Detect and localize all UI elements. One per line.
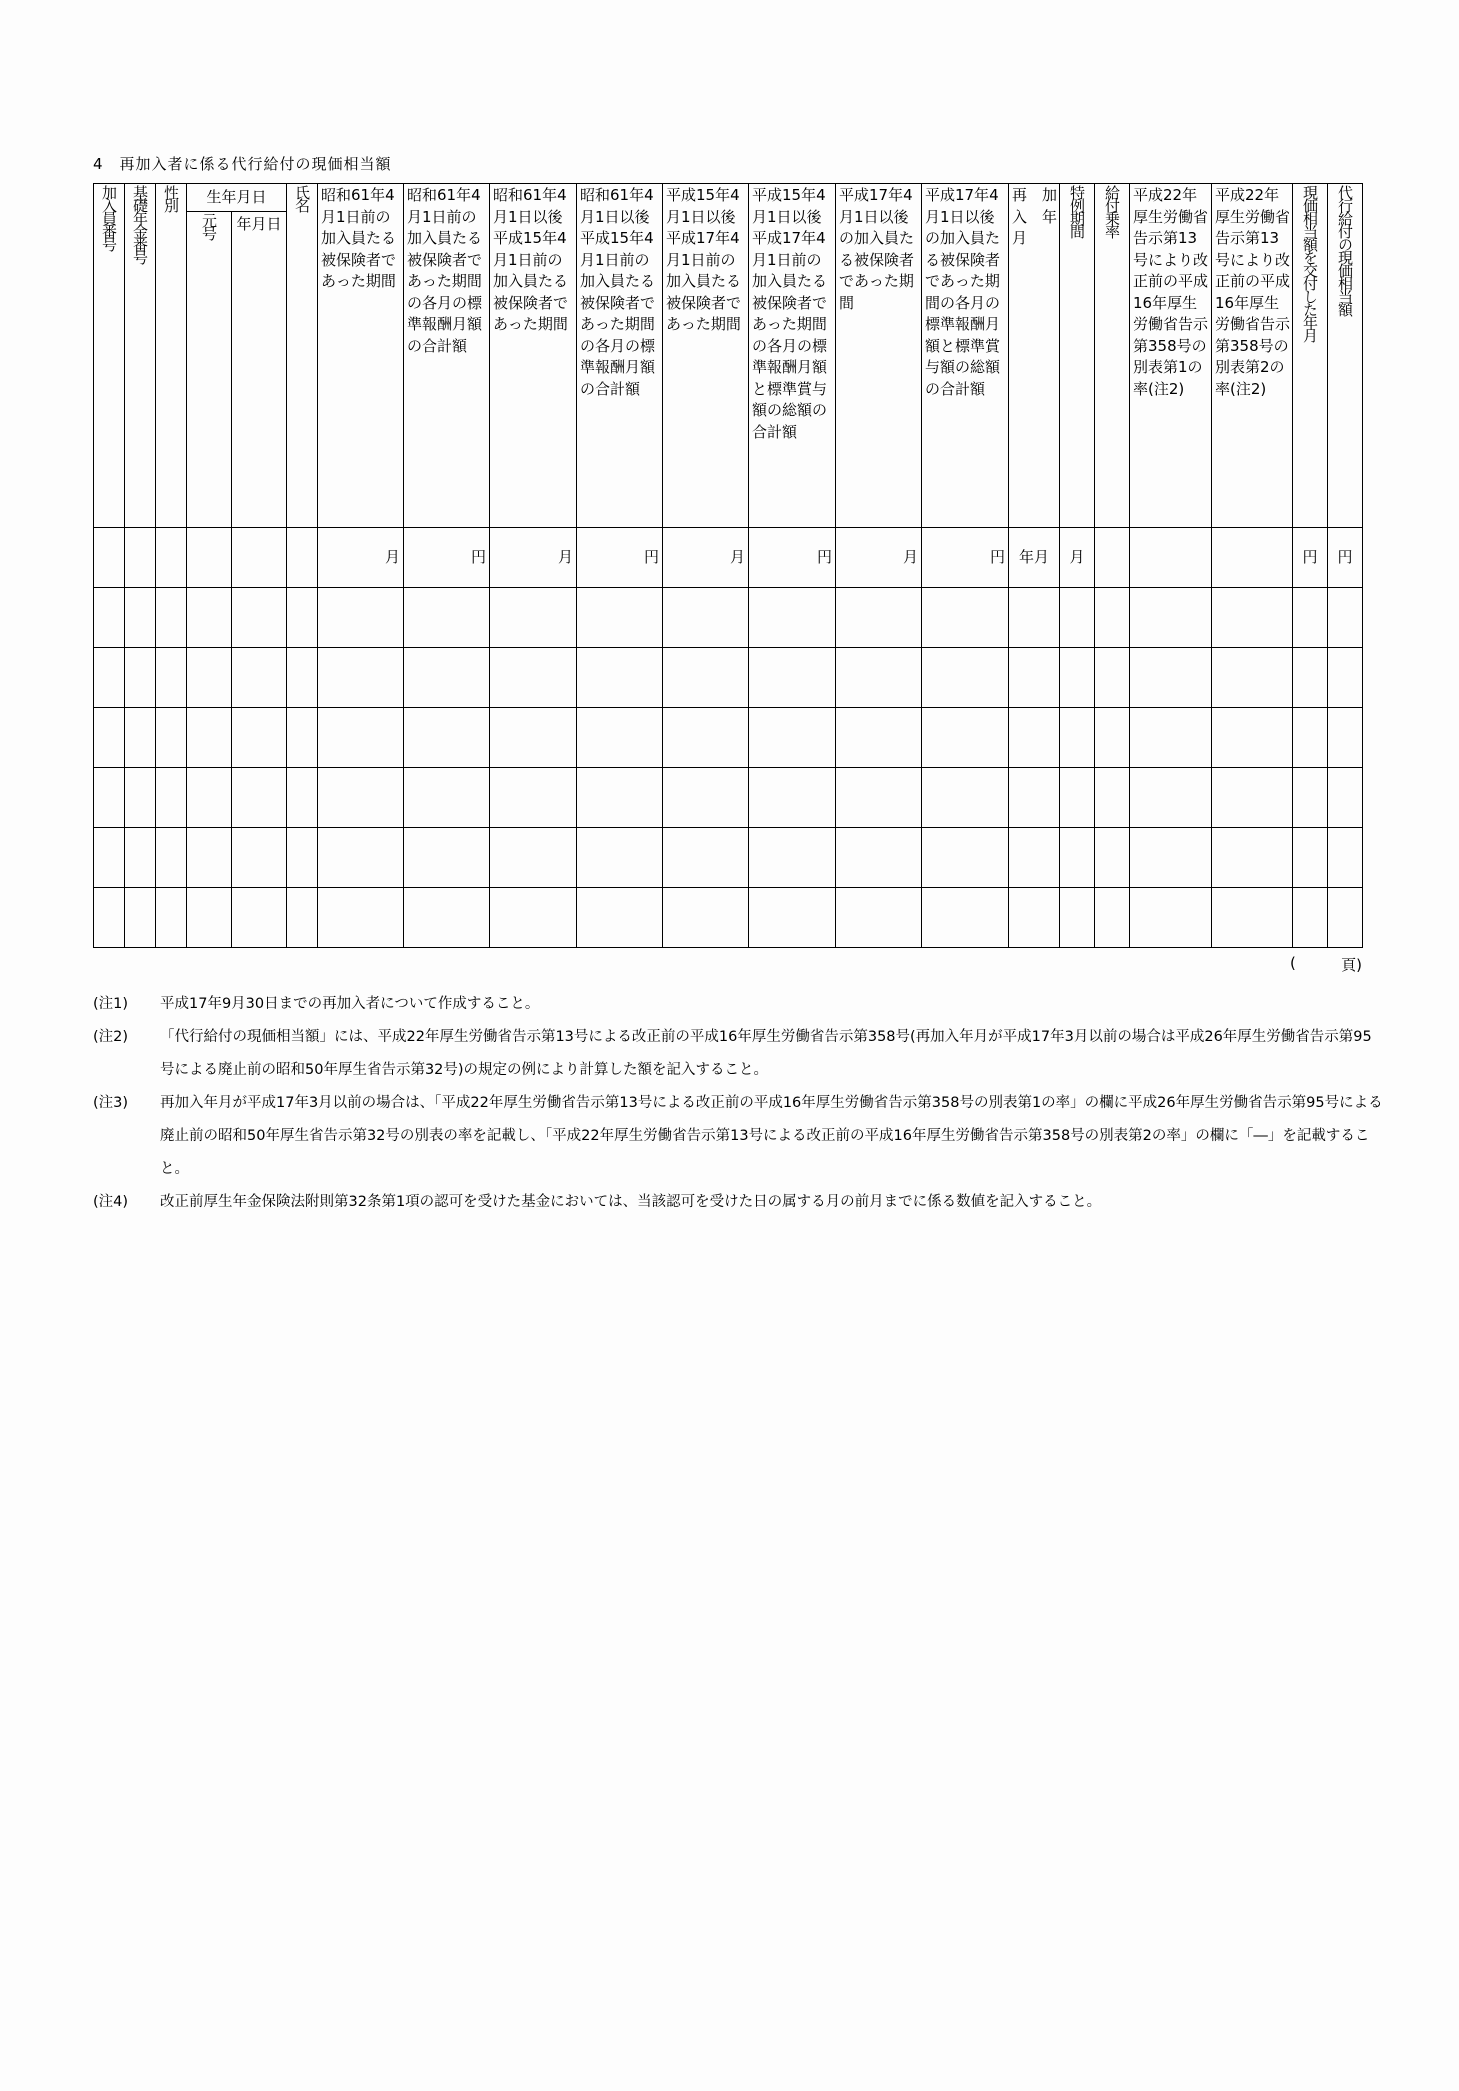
header-c8: 平成17年4月1日以後の加入員たる被保険者であった期間の各月の標準報酬月額と標準賞与額の総額の合計額	[922, 184, 1009, 528]
note-1	[93, 988, 1383, 1021]
note-text: 「代行給付の現価相当額」には、平成22年厚生労働省告示第13号による改正前の平成16年厚生労働省告示第358号(再加入年月が平成17年3月以前の場合は平成26年厚生労働省告示第95号による廃止前の昭和50年厚生省告示第32号)の規定の例により計算した額を記入すること。	[160, 1029, 1372, 1078]
unit-rejoin-ym: 年月	[1009, 528, 1060, 588]
table-row[interactable]	[94, 828, 1363, 888]
notes-section	[93, 988, 1383, 1219]
header-birth-era: 元号	[187, 212, 232, 528]
note-text: 平成17年9月30日までの再加入者について作成すること。	[160, 996, 540, 1012]
page-reference	[1290, 954, 1362, 975]
unit-c3: 月	[490, 528, 577, 588]
unit-c8: 円	[922, 528, 1009, 588]
note-text: 再加入年月が平成17年3月以前の場合は、「平成22年厚生労働省告示第13号による改正前の平成16年厚生労働省告示第358号の別表第1の率」の欄に平成26年厚生労働省告示第95号による廃止前の昭和50年厚生省告示第32号の別表の率を記載し、「平成22年厚生労働省告示第13号による改正前の平成16年厚生労働省告示第358号の別表第2の率」の欄に「―」を記載すること。	[160, 1095, 1383, 1177]
table-row[interactable]	[94, 888, 1363, 948]
header-member-number: 加入員番号	[94, 184, 125, 528]
page-ref-label: 頁)	[1341, 956, 1362, 974]
note-3	[93, 1087, 1383, 1186]
header-c7: 平成17年4月1日以後の加入員たる被保険者であった期間	[836, 184, 922, 528]
note-2	[93, 1021, 1383, 1087]
header-c1: 昭和61年4月1日前の加入員たる被保険者であった期間	[318, 184, 404, 528]
unit-special-period: 月	[1060, 528, 1095, 588]
header-rejoin-ym: 再 加入 年月	[1009, 184, 1060, 528]
unit-c4: 円	[577, 528, 663, 588]
unit-c5: 月	[663, 528, 749, 588]
section-title: 4 再加入者に係る代行給付の現価相当額	[93, 155, 392, 173]
page-ref-open: (	[1290, 954, 1296, 972]
header-basic-pension-number: 基礎年金番号	[125, 184, 156, 528]
header-name: 氏名	[287, 184, 318, 528]
header-rate2: 平成22年厚生労働省告示第13号により改正前の平成16年厚生労働省告示第358号の別表第2の率(注2)	[1212, 184, 1293, 528]
header-c4: 昭和61年4月1日以後平成15年4月1日前の加入員たる被保険者であった期間の各月の標準報酬月額の合計額	[577, 184, 663, 528]
unit-c1: 月	[318, 528, 404, 588]
header-rate1: 平成22年厚生労働省告示第13号により改正前の平成16年厚生労働省告示第358号の別表第1の率(注2)	[1130, 184, 1212, 528]
header-special-period: 特例期間	[1060, 184, 1095, 528]
unit-c7: 月	[836, 528, 922, 588]
note-text: 改正前厚生年金保険法附則第32条第1項の認可を受けた基金においては、当該認可を受けた日の属する月の前月までに係る数値を記入すること。	[160, 1194, 1102, 1210]
note-label: (注2)	[93, 1029, 129, 1045]
header-c3: 昭和61年4月1日以後平成15年4月1日前の加入員たる被保険者であった期間	[490, 184, 577, 528]
unit-c6: 円	[749, 528, 836, 588]
header-sex: 性別	[156, 184, 187, 528]
table-row[interactable]	[94, 588, 1363, 648]
note-4	[93, 1186, 1383, 1219]
header-birth-ymd: 年月日	[232, 212, 287, 528]
unit-delivered-ym: 円	[1293, 528, 1328, 588]
header-c2: 昭和61年4月1日前の加入員たる被保険者であった期間の各月の標準報酬月額の合計額	[404, 184, 490, 528]
note-label: (注1)	[93, 996, 129, 1012]
rejoin-present-value-table	[93, 183, 1363, 948]
units-row	[94, 528, 1363, 588]
header-benefit-multiplier: 給付乗率	[1095, 184, 1130, 528]
unit-present-value: 円	[1328, 528, 1363, 588]
note-label: (注4)	[93, 1194, 129, 1210]
header-c5: 平成15年4月1日以後平成17年4月1日前の加入員たる被保険者であった期間	[663, 184, 749, 528]
header-present-value: 代行給付の現価相当額	[1328, 184, 1363, 528]
table-row[interactable]	[94, 648, 1363, 708]
unit-c2: 円	[404, 528, 490, 588]
table-row[interactable]	[94, 708, 1363, 768]
note-label: (注3)	[93, 1095, 129, 1111]
header-birth-date: 生年月日	[187, 184, 287, 212]
table-row[interactable]	[94, 768, 1363, 828]
header-c6: 平成15年4月1日以後平成17年4月1日前の加入員たる被保険者であった期間の各月の標準報酬月額と標準賞与額の総額の合計額	[749, 184, 836, 528]
header-delivered-ym: 現価相当額を交付した年月	[1293, 184, 1328, 528]
